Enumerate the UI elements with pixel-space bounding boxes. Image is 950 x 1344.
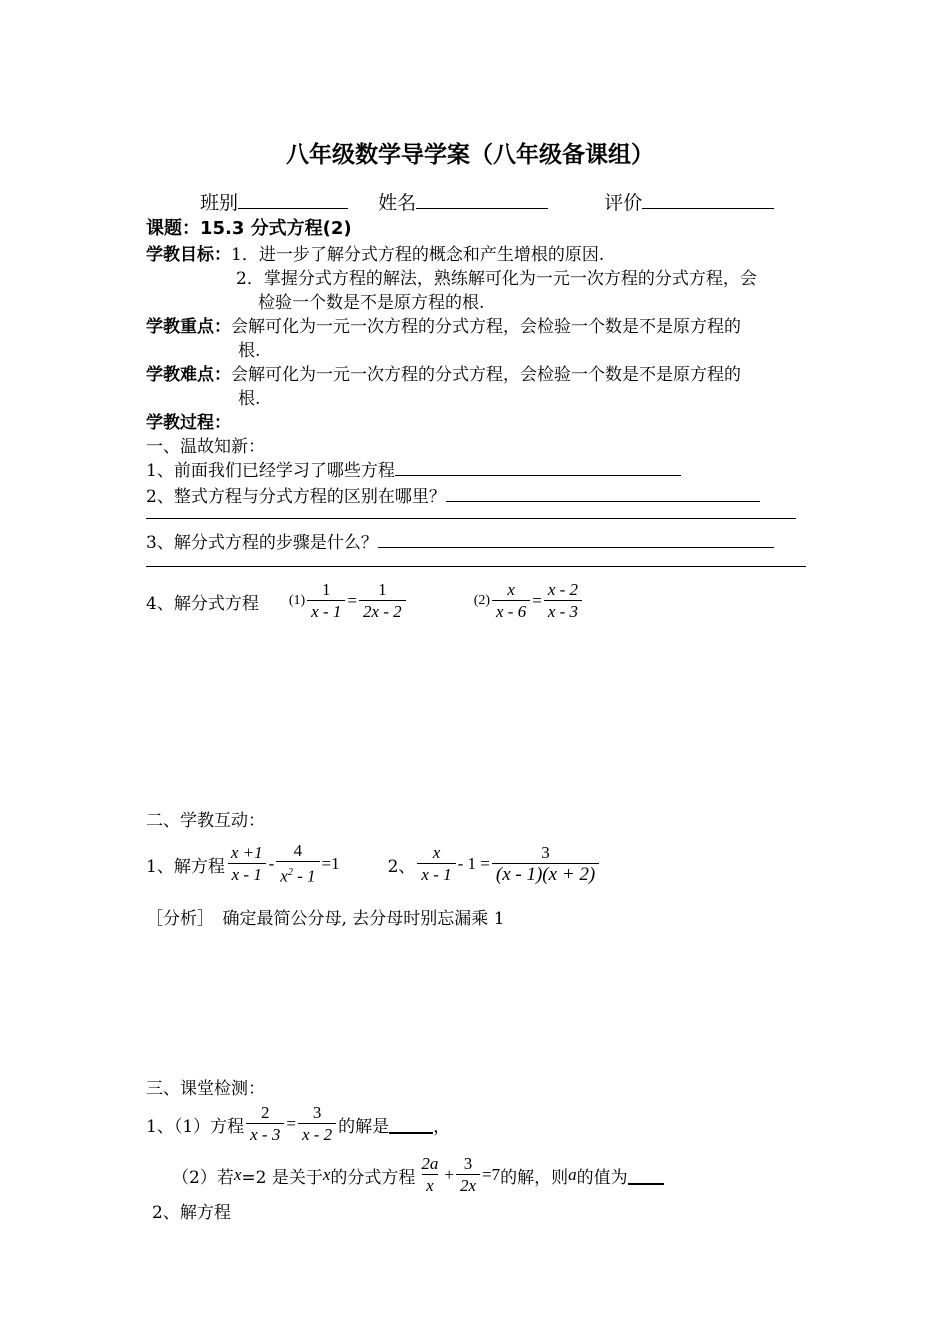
fraction-numerator: 3 <box>312 1102 322 1122</box>
interact-q2-fraction-1 <box>417 844 455 885</box>
review-q3-answer-line[interactable] <box>378 529 774 548</box>
fraction-numerator: 1 <box>322 579 331 599</box>
grade-field[interactable] <box>642 190 774 209</box>
fraction-numerator: 4 <box>293 840 303 860</box>
denominator-var: x <box>280 866 288 886</box>
fraction-numerator: x - 2 <box>547 579 579 599</box>
check-q1-fraction-1 <box>246 1104 284 1145</box>
fraction-denominator: (x - 1)(x + 2) <box>492 863 599 885</box>
check-q1-tail: 的解是 <box>338 1116 390 1137</box>
fraction-numerator: 2 <box>261 1102 270 1122</box>
fraction-numerator: 2a <box>421 1153 439 1173</box>
goal-item-2b: 检验一个数是不是原方程的根. <box>258 293 485 313</box>
review-q3-answer-line-2[interactable] <box>146 566 806 567</box>
plus-sign: + <box>444 1165 454 1184</box>
fraction-denominator: x - 1 <box>417 863 455 885</box>
goals-line-1 <box>146 240 604 265</box>
fraction-numerator: x <box>507 579 515 599</box>
review-q4: 4、解分式方程 (1) $\frac{1}{x - 1}$ = $\frac{1}{2x - 2}$ (2) $\frac{x}{x - 6}$ = $\frac{x - 2}{x - 3}$ <box>146 576 584 626</box>
difficult-points-text: 会解可化为一元一次方程的分式方程，会检验一个数是不是原方程的 <box>231 365 741 385</box>
goal-item-1: 1．进一步了解分式方程的概念和产生增根的原因. <box>231 245 605 265</box>
key-points-text: 会解可化为一元一次方程的分式方程，会检验一个数是不是原方程的 <box>231 317 741 337</box>
lesson-topic <box>146 214 352 240</box>
check-q2-mid: =2 是关于 <box>241 1167 323 1188</box>
key-points-line-1 <box>146 312 741 337</box>
check-q3: 2、解方程 <box>152 1203 231 1223</box>
interact-q1-label: 1、解方程 <box>146 856 225 877</box>
page-title: 八年级数学导学案（八年级备课组） <box>286 142 654 168</box>
student-info-row <box>200 188 774 215</box>
check-q2 <box>172 1148 664 1202</box>
check-q2-answer-line[interactable] <box>628 1165 664 1185</box>
variable-x: x <box>322 1165 331 1184</box>
interact-q1-fraction-1 <box>227 844 267 885</box>
fraction-denominator: x - 2 <box>298 1123 336 1145</box>
fraction-denominator: x <box>422 1174 438 1196</box>
review-q4-text: 4、解分式方程 <box>146 593 259 614</box>
interact-q2-label: 2、 <box>387 856 416 877</box>
check-q1-end: ， <box>433 1116 451 1137</box>
check-q2-mid2: 的分式方程 <box>330 1167 416 1188</box>
check-q1: 1、（1）方程 $\frac{2}{x - 3}$ = $\frac{3}{x - 2}$ 的解是 ， <box>146 1102 451 1144</box>
denominator-rest: - 1 <box>292 866 316 886</box>
fraction-denominator: x - 1 <box>228 863 266 885</box>
name-field[interactable] <box>416 190 548 209</box>
class-field[interactable] <box>238 190 348 209</box>
fraction-numerator: x <box>432 842 441 862</box>
equation-middle: - 1 = <box>457 854 490 873</box>
interact-q2-fraction-2 <box>492 844 599 885</box>
name-label: 姓名 <box>378 192 417 214</box>
difficult-points-line-1 <box>146 360 741 385</box>
check-q1-label: 1、（1）方程 <box>146 1116 245 1137</box>
equation-1-left-fraction <box>307 581 345 622</box>
fraction-numerator: 3 <box>463 1153 473 1173</box>
review-q2-answer-line-2[interactable] <box>146 518 796 519</box>
analysis-note: ［分析］ 确定最简公分母, 去分母时别忘漏乘 1 <box>146 909 505 929</box>
interact-problems <box>146 838 601 890</box>
review-q3 <box>146 528 774 553</box>
interact-heading: 二、学教互动： <box>146 811 265 831</box>
grade-label: 评价 <box>604 192 643 214</box>
equation-1-tag: (1) <box>288 593 306 608</box>
review-q1-answer-line[interactable] <box>395 457 681 476</box>
fraction-numerator: 3 <box>541 842 550 862</box>
equation-1-right-fraction <box>359 581 406 622</box>
review-q3-text: 3、解分式方程的步骤是什么？ <box>146 533 378 553</box>
fraction-denominator: x - 6 <box>492 600 530 622</box>
check-q2-fraction-1 <box>417 1155 442 1196</box>
review-q1 <box>146 456 681 481</box>
equation-rhs: =1 <box>321 854 340 873</box>
goals-label: 学教目标： <box>146 245 231 265</box>
fraction-numerator: 1 <box>378 579 387 599</box>
fraction-denominator: x - 3 <box>544 600 582 622</box>
lesson-label: 课题： <box>146 218 200 239</box>
fraction-denominator <box>276 861 319 887</box>
fraction-denominator: x - 3 <box>246 1123 284 1145</box>
check-q2-fraction-2 <box>456 1155 480 1196</box>
review-q2-answer-line[interactable] <box>446 483 760 502</box>
review-q2-text: 2、整式方程与分式方程的区别在哪里？ <box>146 487 446 507</box>
difficult-points-label: 学教难点： <box>146 365 231 385</box>
check-q1-fraction-2 <box>298 1104 336 1145</box>
equation-2-left-fraction <box>492 581 530 622</box>
fraction-denominator: 2x - 2 <box>359 600 406 622</box>
equation-2-right-fraction <box>544 581 582 622</box>
process-label: 学教过程： <box>146 413 231 433</box>
exponent: 2 <box>287 866 293 878</box>
check-q2-tail2: 的值为 <box>576 1167 628 1188</box>
goal-item-2a: 2．掌握分式方程的解法，熟练解可化为一元一次方程的分式方程，会 <box>236 269 757 289</box>
minus-sign: - <box>268 854 275 873</box>
lesson-value: 15.3 分式方程(2) <box>200 218 352 239</box>
key-points-label: 学教重点： <box>146 317 231 337</box>
difficult-points-line-2: 根. <box>238 389 261 409</box>
equation-2-tag: (2) <box>473 593 491 608</box>
variable-x: x <box>233 1165 242 1184</box>
review-heading: 一、温故知新： <box>146 437 265 457</box>
review-q2 <box>146 482 760 507</box>
interact-q1-fraction-2 <box>276 842 319 887</box>
check-q1-answer-line[interactable] <box>389 1114 433 1134</box>
variable-a: a <box>568 1165 577 1184</box>
check-q2-tail: 的解，则 <box>500 1167 569 1188</box>
fraction-denominator: x - 1 <box>307 600 345 622</box>
review-q1-text: 1、前面我们已经学习了哪些方程 <box>146 461 395 481</box>
fraction-denominator: 2x <box>456 1174 480 1196</box>
fraction-numerator: x +1 <box>230 842 263 862</box>
key-points-line-2: 根. <box>238 341 261 361</box>
equation-rhs: =7 <box>482 1165 501 1184</box>
check-heading: 三、课堂检测： <box>146 1079 265 1099</box>
check-q2-start: （2）若 <box>172 1167 234 1188</box>
class-label: 班别 <box>200 192 239 214</box>
